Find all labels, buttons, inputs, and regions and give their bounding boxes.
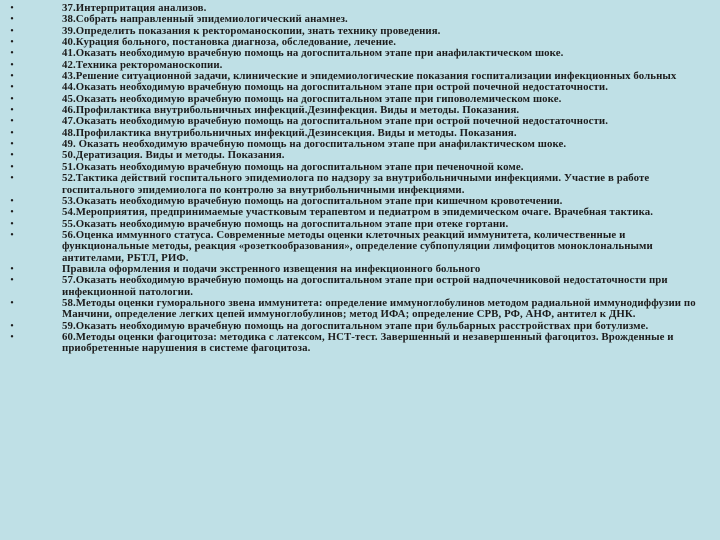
list-item-text: 48.Профилактика внутрибольничных инфекций.Дезинсекция. Виды и методы. Показания. — [62, 126, 517, 139]
bullet-icon: • — [10, 37, 14, 49]
bullet-icon: • — [10, 207, 14, 219]
bullet-icon: • — [10, 331, 14, 343]
list-item-text: 54.Мероприятия, предпринимаемые участковым терапевтом и педиатром в эпидемическом очаге. Врачебная тактика. — [62, 206, 654, 219]
bullet-icon: • — [10, 71, 14, 83]
bullet-icon: • — [10, 139, 14, 151]
bullet-icon: • — [10, 59, 14, 71]
bullet-icon: • — [10, 195, 14, 207]
bullet-icon: • — [10, 229, 14, 241]
list-item-text: 46.Профилактика внутрибольничных инфекций.Дезинфекция. Виды и методы. Показания. — [62, 104, 520, 117]
list-item-text: 38.Собрать направленный эпидемиологический анамнез. — [62, 13, 348, 26]
list-item-text: 42.Техника ректороманоскопии. — [62, 58, 223, 71]
bullet-icon: • — [10, 3, 14, 14]
list-item-text: 44.Оказать необходимую врачебную помощь на догоспитальном этапе при острой почечной недостаточности. — [62, 81, 609, 94]
list-item-text: 45.Оказать необходимую врачебную помощь на догоспитальном этапе при гиповолемическом шоке. — [62, 92, 562, 105]
list-item-text: 58.Методы оценки гуморального звена иммунитета: определение иммуноглобулинов методом радиальной иммунодиффузии по Манчини, определение легких цепей иммуноглобулинов; метод ИФА; определение СРВ, РФ, АНФ, антител к ДНК. — [62, 296, 696, 321]
question-list — [7, 3, 706, 355]
list-item-text: 47.Оказать необходимую врачебную помощь на догоспитальном этапе при острой почечной недостаточности. — [62, 115, 609, 128]
list-item-text: 50.Дератизация. Виды и методы. Показания. — [62, 149, 285, 162]
bullet-icon: • — [10, 275, 14, 287]
bullet-icon: • — [10, 127, 14, 139]
bullet-icon: • — [10, 116, 14, 128]
bullet-icon: • — [10, 93, 14, 105]
list-item — [7, 298, 706, 321]
list-item-text: 57.Оказать необходимую врачебную помощь на догоспитальном этапе при острой надпочечниковой недостаточности при инфекционной патологии. — [62, 274, 668, 298]
list-item — [7, 275, 706, 298]
list-item — [7, 230, 706, 264]
list-item-text: 52.Тактика действий госпитального эпидемиолога по надзору за внутрибольничными инфекциями. Участие в работе госпитального эпидемиолога по контролю за внутрибольничными инфекциями. — [62, 172, 650, 196]
bullet-icon: • — [10, 173, 14, 185]
bullet-icon: • — [10, 297, 14, 309]
list-item-text: 37.Интерпритация анализов. — [62, 2, 207, 14]
bullet-icon: • — [10, 105, 14, 117]
list-item-text: 43.Решение ситуационной задачи, клинические и эпидемиологические показания госпитализации инфекционных больных — [62, 70, 677, 83]
list-item-text: 59.Оказать необходимую врачебную помощь на догоспитальном этапе при бульбарных расстройствах при ботулизме. — [62, 319, 649, 332]
list-item-text: 56.Оценка иммунного статуса. Современные методы оценки клеточных реакций иммунитета, количественные и функциональные методы, реакция «розеткообразования», определение субпопуляции лимфоцитов моноклональными антителами, РБТЛ, РИФ. — [62, 228, 653, 264]
list-item-text: 41.Оказать необходимую врачебную помощь на догоспитальном этапе при анафилактическом шоке. — [62, 47, 564, 60]
list-item-text: 40.Курация больного, постановка диагноза, обследование, лечение. — [62, 36, 397, 49]
bullet-icon: • — [10, 14, 14, 26]
bullet-icon: • — [10, 82, 14, 94]
list-item-text: 51.Оказать необходимую врачебную помощь на догоспитальном этапе при печеночной коме. — [62, 160, 524, 173]
list-item — [7, 173, 706, 196]
list-item-text: Правила оформления и подачи экстренного извещения на инфекционного больного — [62, 262, 481, 275]
list-item-text: 49. Оказать необходимую врачебную помощь на догоспитальном этапе при анафилактическом шоке. — [62, 138, 567, 151]
list-item-text: 53.Оказать необходимую врачебную помощь на догоспитальном этапе при кишечном кровотечении. — [62, 194, 563, 207]
bullet-icon: • — [10, 161, 14, 173]
bullet-icon: • — [10, 48, 14, 60]
bullet-icon: • — [10, 25, 14, 37]
bullet-icon: • — [10, 150, 14, 162]
list-item-text: 55.Оказать необходимую врачебную помощь на догоспитальном этапе при отеке гортани. — [62, 217, 509, 230]
bullet-icon: • — [10, 263, 14, 275]
list-item-text: 39.Определить показания к ректороманоскопии, знать технику проведения. — [62, 24, 441, 37]
bullet-icon: • — [10, 320, 14, 332]
list-item-text: 60.Методы оценки фагоцитоза: методика с латексом, НСТ-тест. Завершенный и незавершенный фагоцитоз. Врожденные и приобретенные нарушения в системе фагоцитоза. — [62, 330, 674, 355]
bullet-icon: • — [10, 218, 14, 230]
list-item — [7, 332, 706, 355]
